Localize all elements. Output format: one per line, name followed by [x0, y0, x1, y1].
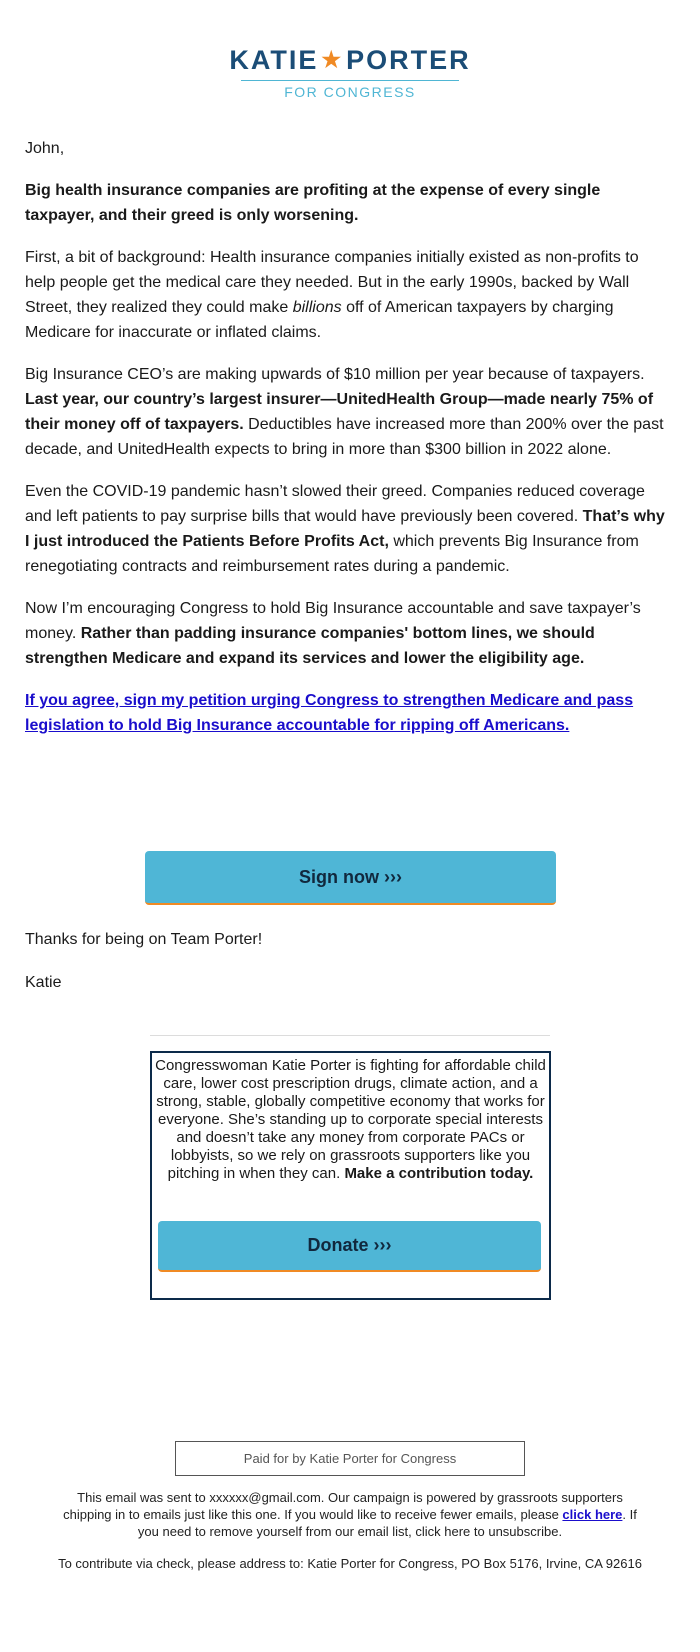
email-body	[25, 136, 673, 755]
signature: Katie	[25, 974, 62, 991]
paragraph-5-text-a: Now I’m encouraging Congress to hold Big Insurance accountable and save taxpayer’s money.	[25, 600, 641, 642]
thanks-line: Thanks for being on Team Porter!	[25, 931, 263, 948]
logo-divider	[241, 80, 459, 81]
logo-subtitle: FOR CONGRESS	[284, 84, 416, 100]
footer	[55, 1489, 645, 1587]
paragraph-4-text-b: which prevents Big Insurance from renegotiating contracts and reimbursement rates during a pandemic.	[25, 533, 639, 575]
paragraph-3-text-a: Big Insurance CEO’s are making upwards of $10 million per year because of taxpayers.	[25, 366, 645, 383]
paragraph-2-text-b: off of American taxpayers by charging Medicare for inaccurate or inflated claims.	[25, 299, 614, 341]
signoff	[25, 927, 262, 1013]
logo-first-name: KATIE	[229, 45, 319, 75]
campaign-logo	[0, 44, 700, 100]
petition-paragraph	[25, 688, 673, 738]
donate-button[interactable]: Donate ›››	[158, 1221, 541, 1272]
paragraph-3-bold: Last year, our country’s largest insurer—UnitedHealth Group—made nearly 75% of their money off of taxpayers.	[25, 391, 654, 433]
paragraph-3	[25, 362, 673, 462]
logo-wordmark	[0, 44, 700, 78]
footer-sent-text-b: . If you need to remove yourself from our email list, click here to unsubscribe.	[137, 1507, 637, 1539]
paragraph-2-emphasis: billions	[292, 299, 342, 316]
greeting: John,	[25, 140, 65, 157]
paragraph-2-text-a: First, a bit of background: Health insurance companies initially existed as non-profits to help people get the medical care they needed. But in the early 1990s, backed by Wall Street, they realized they could make	[25, 249, 639, 316]
paragraph-5-bold: Rather than padding insurance companies' bottom lines, we should strengthen Medicare and expand its services and lower the eligibility age.	[25, 625, 595, 667]
paragraph-1	[25, 178, 673, 228]
footer-sent-notice	[55, 1489, 645, 1540]
section-divider	[150, 1035, 550, 1036]
paragraph-5	[25, 596, 673, 671]
paragraph-4-text-a: Even the COVID-19 pandemic hasn’t slowed their greed. Companies reduced coverage and left patients to pay surprise bills that would have previously been covered.	[25, 483, 645, 525]
fewer-emails-link[interactable]: click here	[562, 1507, 623, 1522]
footer-check-address: To contribute via check, please address to: Katie Porter for Congress, PO Box 5176, Irvine, CA 92616	[58, 1556, 642, 1571]
petition-link[interactable]: If you agree, sign my petition urging Congress to strengthen Medicare and pass legislation to hold Big Insurance accountable for ripping off Americans.	[25, 692, 634, 734]
paragraph-1-bold: Big health insurance companies are profiting at the expense of every single taxpayer, and their greed is only worsening.	[25, 182, 601, 224]
paragraph-4-bold: That’s why I just introduced the Patients Before Profits Act,	[25, 508, 665, 550]
logo-last-name: PORTER	[346, 45, 471, 75]
donate-text-body: Congresswoman Katie Porter is fighting for affordable child care, lower cost prescription drugs, climate action, and a strong, stable, globally competitive economy that works for everyone. She’s standing up to corporate special interests and doesn’t take any money from corporate PACs or lobbyists, so we rely on grassroots supporters like you pitching in when they can.	[155, 1057, 546, 1182]
sign-now-button[interactable]: Sign now ›››	[145, 851, 556, 905]
paragraph-3-text-b: Deductibles have increased more than 200% over the past decade, and UnitedHealth expects to bring in more than $300 billion in 2022 alone.	[25, 416, 664, 458]
star-icon: ★	[321, 47, 344, 72]
paragraph-2	[25, 245, 673, 345]
donate-box	[150, 1051, 551, 1300]
donate-text	[155, 1057, 546, 1183]
paid-for-disclaimer: Paid for by Katie Porter for Congress	[175, 1441, 525, 1476]
paragraph-4	[25, 479, 673, 579]
donate-text-bold: Make a contribution today.	[344, 1165, 534, 1182]
footer-sent-text-a: This email was sent to xxxxxx@gmail.com. Our campaign is powered by grassroots supporters chipping in to emails just like this one. If you would like to receive fewer emails, please	[63, 1490, 623, 1522]
